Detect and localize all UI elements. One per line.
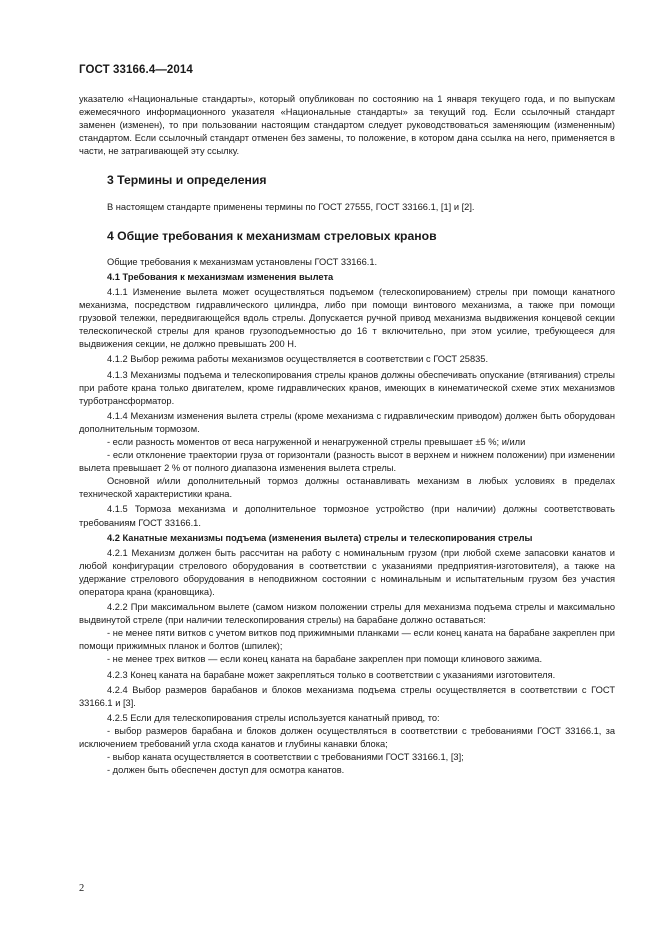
clause-4-2-3: 4.2.3 Конец каната на барабане может закрепляться только в соответствии с указаниями изготовителя.	[107, 669, 556, 680]
clause-4-2-2-item-1: - не менее пяти витков с учетом витков под прижимными планками — если конец каната на барабане закреплен при помощи прижимных планок и болтов (шпилек);	[79, 628, 615, 652]
clause-4-2-4: 4.2.4 Выбор размеров барабанов и блоков механизма подъема стрелы осуществляется в соответствии с ГОСТ 33166.1 и [3].	[79, 684, 615, 708]
clause-4-1-2: 4.1.2 Выбор режима работы механизмов осуществляется в соответствии с ГОСТ 25835.	[107, 354, 489, 365]
clause-4-1-4-item-2: - если отклонение траектории груза от горизонтали (разность высот в верхнем и нижнем положении) при изменении вылета превышает 2 % от полного диапазона изменения вылета стрелы.	[79, 450, 615, 474]
section-3-heading: 3 Термины и определения	[107, 173, 267, 188]
clause-4-2-2-item-2: - не менее трех витков — если конец каната на барабане закреплен при помощи клинового зажима.	[107, 654, 543, 665]
clause-4-1-4-item-1: - если разность моментов от веса нагруженной и ненагруженной стрелы превышает ±5 %; и/или	[107, 436, 526, 447]
page-number: 2	[79, 883, 85, 894]
page-content	[79, 93, 615, 777]
section-3-text: В настоящем стандарте применены термины по ГОСТ 27555, ГОСТ 33166.1, [1] и [2].	[107, 201, 475, 212]
section-4-heading: 4 Общие требования к механизмам стреловых кранов	[107, 228, 437, 243]
clause-4-1-4-note: Основной и/или дополнительный тормоз должны останавливать механизм в любых условиях в пределах технической характеристики крана.	[79, 476, 615, 500]
subsection-4-2-heading: 4.2 Канатные механизмы подъема (изменения вылета) стрелы и телескопирования стрелы	[107, 532, 533, 543]
clause-4-1-5: 4.1.5 Тормоза механизма и дополнительное тормозное устройство (при наличии) должны соответствовать требованиям ГОСТ 33166.1.	[79, 504, 615, 528]
clause-4-2-5-item-2: - выбор каната осуществляется в соответствии с требованиями ГОСТ 33166.1, [3];	[107, 752, 464, 763]
clause-4-2-2: 4.2.2 При максимальном вылете (самом низком положении стрелы для механизма подъема стрелы и максимально выдвинутой стреле (при наличии телескопирования стрелы) на барабане должно оставаться:	[79, 602, 615, 626]
clause-4-1-1: 4.1.1 Изменение вылета может осуществляться подъемом (телескопированием) стрелы при помощи канатного механизма, посредством гидравлического цилиндра, либо при помощи винтового механизма, а также при помощи грузовой тележки, передвигающейся вдоль стрелы. Допускается ручной привод механизма выдвижения концевой секции телескопической стрелы для кранов грузоподъемностью до 16 т включительно, при этом усилие, требующееся для выдвижения секции, не должно превышать 200 Н.	[79, 286, 615, 350]
clause-4-2-5-item-3: - должен быть обеспечен доступ для осмотра канатов.	[107, 765, 345, 776]
clause-4-1-3: 4.1.3 Механизмы подъема и телескопирования стрелы кранов должны обеспечивать опускание (втягивания) стрелы при работе крана только двигателем, кроме гидравлических кранов, имеющих в кинематической схеме этих механизмов турботрансформатор.	[79, 369, 615, 406]
running-header: ГОСТ 33166.4—2014	[79, 64, 193, 76]
clause-4-1-4: 4.1.4 Механизм изменения вылета стрелы (кроме механизма с гидравлическим приводом) должен быть оборудован дополнительным тормозом.	[79, 410, 615, 434]
clause-4-2-5-item-1: - выбор размеров барабана и блоков должен осуществляться в соответствии с требованиями ГОСТ 33166.1, за исключением требований угла схода канатов и глубины канавки блока;	[79, 725, 615, 750]
section-4-lead: Общие требования к механизмам установлены ГОСТ 33166.1.	[107, 256, 378, 267]
clause-4-2-5: 4.2.5 Если для телескопирования стрелы используется канатный привод, то:	[107, 712, 440, 723]
intro-paragraph: указателю «Национальные стандарты», который опубликован по состоянию на 1 января текущего года, и по выпускам ежемесячного информационного указателя «Национальные стандарты» за текущий год. Если ссылочный стандарт заменен (изменен), то при пользовании настоящим стандартом следует руководствоваться заменяющим (измененным) стандартом. Если ссылочный стандарт отменен без замены, то положение, в котором дана ссылка на него, применяется в части, не затрагивающей эту ссылку.	[79, 94, 615, 157]
clause-4-2-1: 4.2.1 Механизм должен быть рассчитан на работу с номинальным грузом (при любой схеме запасовки канатов и любой конфигурации стрелового оборудования в соответствии с указаниями предприятия-изготовителя), а также на удержание стрелового оборудования в неподвижном состоянии с номинальным и испытательным грузом без участия оператора крана (крановщика).	[79, 547, 615, 597]
subsection-4-1-heading: 4.1 Требования к механизмам изменения вылета	[107, 271, 334, 282]
